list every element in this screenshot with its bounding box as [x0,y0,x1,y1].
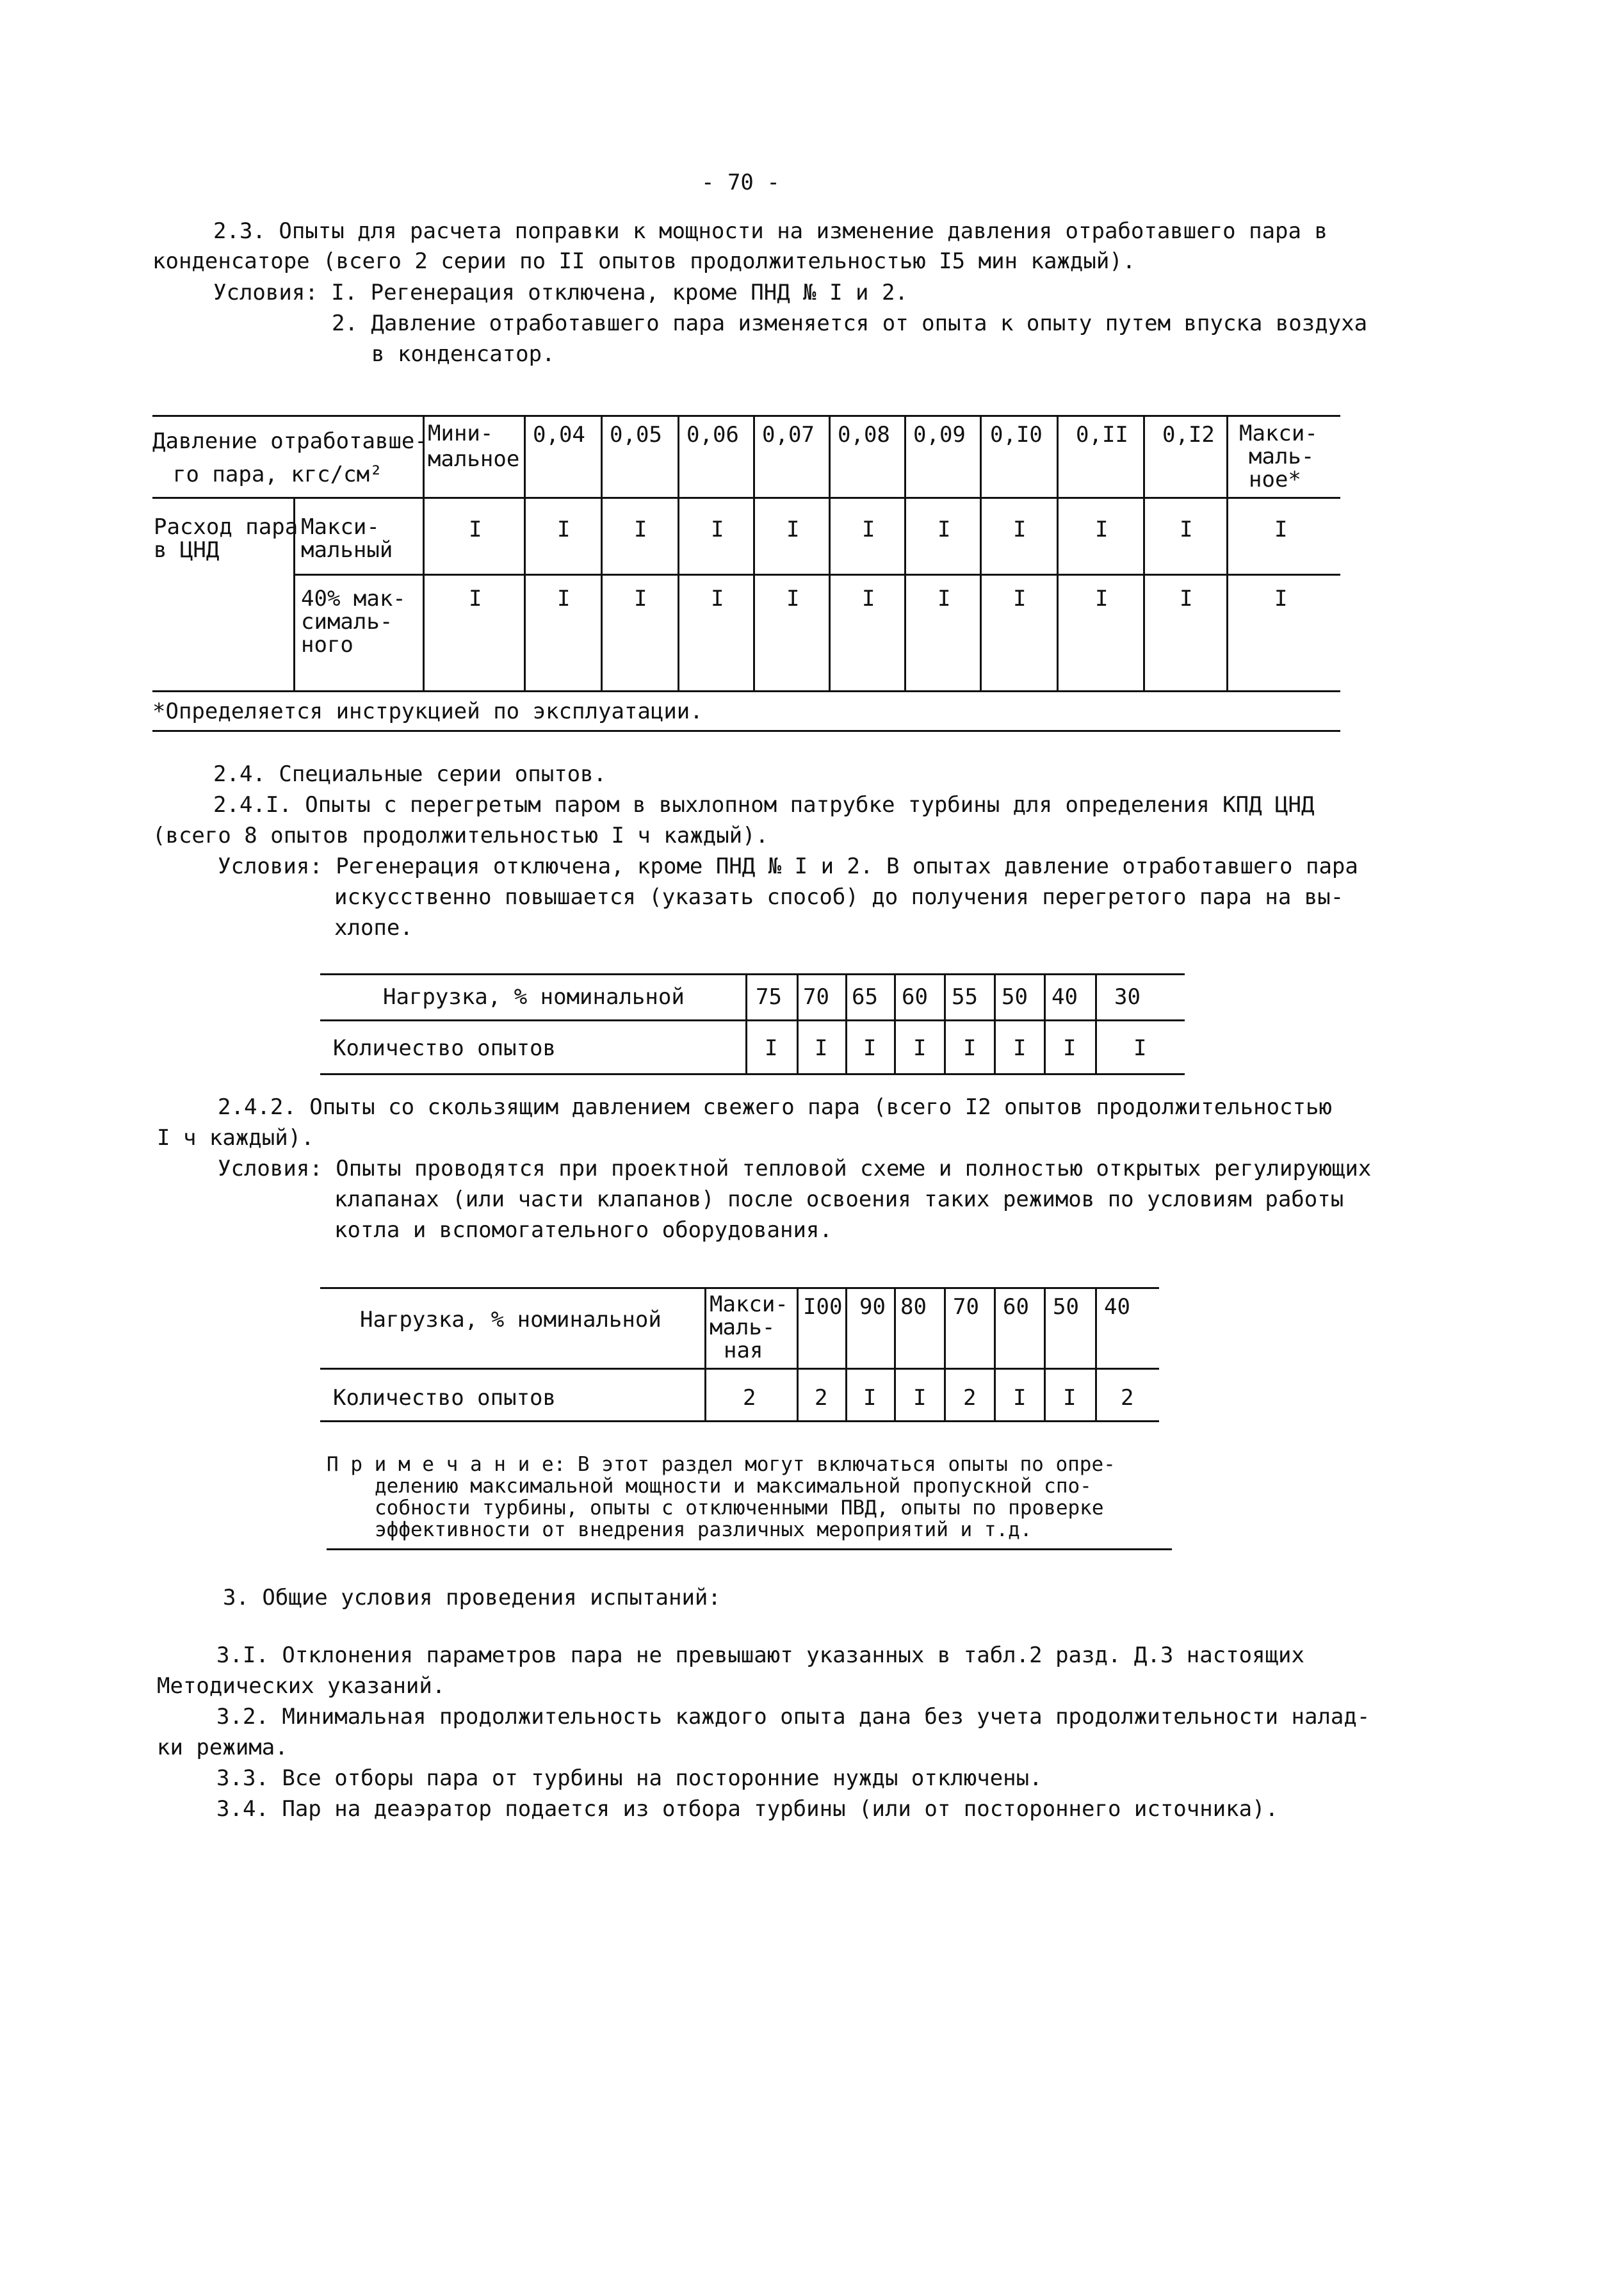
table3-max-1: Макси- [710,1292,788,1317]
table3-load-label: Нагрузка, % номинальной [360,1307,662,1333]
table1-vline [1226,415,1228,690]
table3-count: 2 [815,1385,828,1411]
table2-count: I [765,1035,778,1061]
table1-vline [753,415,755,690]
table1-pressure-2: 0,06 [686,422,739,448]
table1-row1-label-1: Макси- [301,514,380,540]
table1-row1-label-2: мальный [301,537,393,563]
table1-row2-label-1: 40% мак- [301,586,406,612]
table1-row1-value: I [1095,517,1108,542]
s34: 3.4. Пар на деаэратор подается из отбора турбины (или от постороннего источника). [216,1796,1279,1822]
table1-vline [423,415,425,690]
table2-vline [745,973,747,1073]
page-number: - 70 - [701,170,780,195]
note-bottom-rule [327,1548,1172,1550]
table1-header-label-1: Давление отработавше- [152,428,428,454]
table1-vline [904,415,906,690]
table1-vline [1057,415,1059,690]
table2-load: 75 [756,984,782,1010]
table1-row1-value: I [786,517,800,542]
table3-count: I [1063,1385,1076,1411]
table2-count: I [863,1035,877,1061]
table1-row1-value: I [711,517,724,542]
table1-header-rule [152,497,1340,499]
table2-vline [1044,973,1046,1073]
table2-load: 30 [1114,984,1141,1010]
table2-count: I [1133,1035,1147,1061]
table3-load: 90 [859,1294,886,1320]
table1-vline [980,415,982,690]
note-line2: делению максимальной мощности и максимальной пропускной спо- [375,1475,1092,1498]
table2-count: I [1063,1035,1076,1061]
table1-vline [1143,415,1145,690]
table1-max-1: Макси- [1239,421,1318,446]
table3-load: 70 [953,1294,979,1320]
table3-mid-rule [320,1368,1159,1370]
table2-load: 40 [1052,984,1078,1010]
table1-footnote: *Определяется инструкцией по эксплуатации. [152,699,703,724]
table3-vline [894,1287,896,1420]
table2-bottom-rule [320,1073,1185,1075]
table1-row2-value: I [862,586,875,612]
table3-count: 2 [743,1385,756,1411]
s23-condition-2b: в конденсатор. [371,341,555,367]
table2-vline [944,973,946,1073]
table2-mid-rule [320,1019,1185,1021]
table1-row2-value: I [786,586,800,612]
table1-row1-value: I [862,517,875,542]
table3-count: I [863,1385,877,1411]
s3-title: 3. Общие условия проведения испытаний: [223,1585,721,1610]
table3-vline [797,1287,799,1420]
table1-vline [524,415,526,690]
table1-row2-value: I [938,586,951,612]
table2-vline [894,973,896,1073]
table1-pressure-0: 0,04 [533,422,585,448]
s242-condition-2: клапанах (или части клапанов) после освоения таких режимов по условиям работы [334,1187,1344,1212]
table1-header-label-2: го пара, кгс/см² [173,462,383,487]
table1-vline [829,415,831,690]
table3-load: 80 [900,1294,927,1320]
table1-row1-value: I [1013,517,1027,542]
table3-count-label: Количество опытов [333,1385,556,1411]
table1-row1-value: I [469,517,482,542]
table1-row-rule [293,574,1340,576]
table3-count: I [1013,1385,1027,1411]
s31-line1: 3.I. Отклонения параметров пара не превышают указанных в табл.2 разд. Д.3 настоящих [216,1642,1304,1668]
table1-row1-value: I [634,517,647,542]
table3-load: 50 [1053,1294,1079,1320]
table2-load: 55 [952,984,978,1010]
table1-row-group-2: в ЦНД [154,537,220,563]
s241-condition-1: Условия: Регенерация отключена, кроме ПНД № I и 2. В опытах давление отработавшего пара [218,854,1358,879]
table1-row-group-1: Расход пара [154,514,298,540]
table3-top-rule [320,1287,1159,1289]
s242-condition-3: котла и вспомогательного оборудования. [334,1217,832,1243]
table1-vline [678,415,679,690]
table3-count: 2 [963,1385,977,1411]
table2-load: 65 [852,984,878,1010]
table1-row2-value: I [1274,586,1288,612]
table1-row2-label-2: сималь- [301,609,393,635]
table3-vline [994,1287,996,1420]
table2-load: 60 [902,984,928,1010]
table1-min-1: Мини- [428,421,494,446]
table1-row1-value: I [938,517,951,542]
table1-pressure-1: 0,05 [610,422,662,448]
table2-load-label: Нагрузка, % номинальной [383,984,685,1010]
table1-pressure-6: 0,I0 [990,422,1043,448]
table3-vline [704,1287,706,1420]
table1-pressure-5: 0,09 [913,422,966,448]
table1-row2-value: I [1095,586,1108,612]
table1-row2-value: I [1013,586,1027,612]
s241-line2: (всего 8 опытов продолжительностью I ч каждый). [152,823,769,848]
note-line4: эффективности от внедрения различных мероприятий и т.д. [375,1518,1032,1541]
s32-line2: ки режима. [157,1735,288,1760]
table1-min-2: мальное [428,446,520,472]
table1-row1-value: I [1180,517,1193,542]
table2-top-rule [320,973,1185,975]
table2-count: I [963,1035,977,1061]
table1-row2-label-3: ного [301,632,353,658]
table3-count: 2 [1121,1385,1134,1411]
table1-row2-value: I [1180,586,1193,612]
table1-footnote-rule [152,730,1340,732]
s23-line2: конденсаторе (всего 2 серии по II опытов продолжительностью I5 мин каждый). [152,248,1136,274]
table1-top-rule [152,415,1340,417]
table1-row1-value: I [1274,517,1288,542]
table1-row2-value: I [469,586,482,612]
table3-max-3: ная [724,1338,763,1363]
table3-load: 40 [1104,1294,1130,1320]
table1-row2-value: I [634,586,647,612]
table2-vline [994,973,996,1073]
table2-load: 50 [1002,984,1028,1010]
table1-max-3: ное* [1249,467,1301,492]
s24-title: 2.4. Специальные серии опытов. [213,761,607,787]
table1-pressure-3: 0,07 [762,422,815,448]
s241-line1: 2.4.I. Опыты с перегретым паром в выхлопном патрубке турбины для определения КПД ЦНД [213,792,1315,818]
note-line1: П р и м е ч а н и е: В этот раздел могут включаться опыты по опре- [327,1453,1116,1476]
note-line3: собности турбины, опыты с отключенными ПВД, опыты по проверке [375,1496,1104,1520]
s241-condition-2: искусственно повышается (указать способ) до получения перегретого пара на вы- [334,884,1344,910]
table3-max-2: маль- [710,1315,775,1340]
table3-load: I00 [803,1294,843,1320]
table2-count-label: Количество опытов [333,1035,556,1061]
table2-count: I [815,1035,828,1061]
s241-condition-3: хлопе. [334,915,413,941]
table1-row2-value: I [711,586,724,612]
s32-line1: 3.2. Минимальная продолжительность каждого опыта дана без учета продолжительности налад- [216,1704,1370,1730]
table3-vline [1044,1287,1046,1420]
s23-condition-2a: 2. Давление отработавшего пара изменяется от опыта к опыту путем впуска воздуха [332,311,1368,336]
table1-vline [601,415,603,690]
table3-vline [845,1287,847,1420]
table1-bottom-rule [152,690,1340,692]
table2-count: I [913,1035,927,1061]
s23-condition-1: Условия: I. Регенерация отключена, кроме ПНД № I и 2. [213,280,908,305]
table2-vline [797,973,799,1073]
table3-vline [944,1287,946,1420]
table2-vline [1095,973,1097,1073]
s33: 3.3. Все отборы пара от турбины на посторонние нужды отключены. [216,1765,1043,1791]
s31-line2: Методических указаний. [157,1673,446,1699]
table3-bottom-rule [320,1420,1159,1422]
s242-condition-1: Условия: Опыты проводятся при проектной тепловой схеме и полностью открытых регулирующих [218,1156,1372,1181]
table1-pressure-4: 0,08 [838,422,890,448]
table2-count: I [1013,1035,1027,1061]
table2-vline [845,973,847,1073]
s242-line1: 2.4.2. Опыты со скользящим давлением свежего пара (всего I2 опытов продолжительностью [218,1094,1332,1120]
table1-max-2: маль- [1249,444,1315,469]
table3-count: I [913,1385,927,1411]
s23-line1: 2.3. Опыты для расчета поправки к мощности на изменение давления отработавшего пара в [213,218,1328,244]
table1-pressure-8: 0,I2 [1162,422,1215,448]
table3-vline [1095,1287,1097,1420]
table1-row2-value: I [557,586,571,612]
table2-load: 70 [803,984,829,1010]
table1-pressure-7: 0,II [1076,422,1128,448]
s242-line2: I ч каждый). [157,1125,314,1151]
table1-row1-value: I [557,517,571,542]
table3-load: 60 [1003,1294,1029,1320]
